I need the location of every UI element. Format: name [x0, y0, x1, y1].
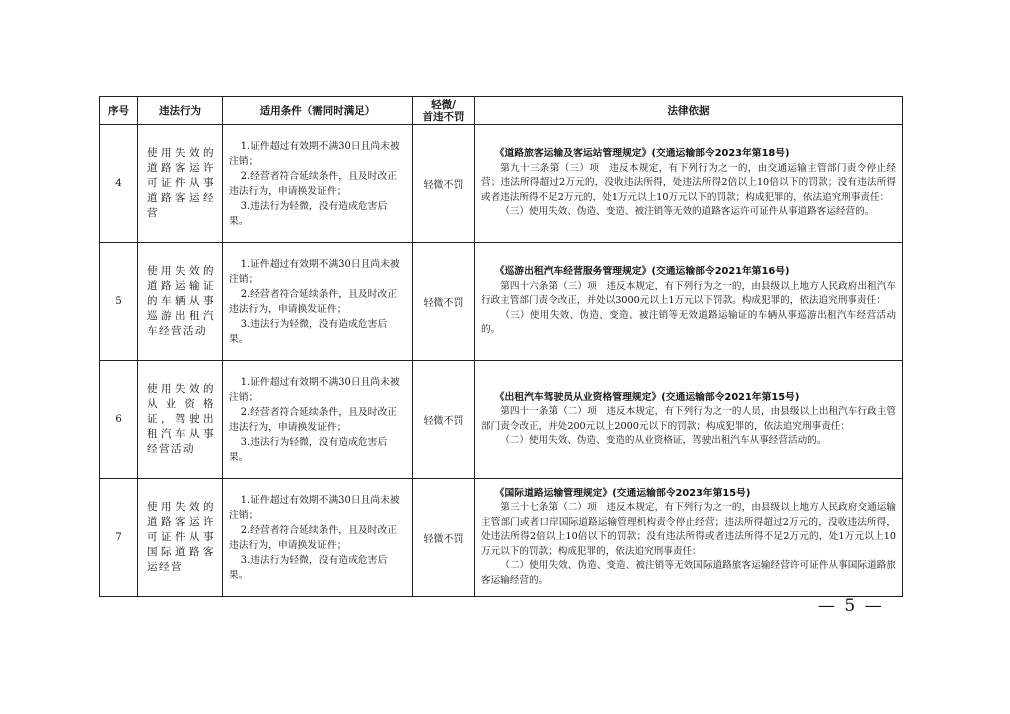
condition-item: 2.经营者符合延续条件，且及时改正违法行为，申请换发证件； — [229, 406, 398, 433]
regulation-item: （二）使用失效、伪造、变造、被注销等无效国际道路旅客运输经营许可证件从事国际道路旅客运输经营的。 — [481, 560, 896, 586]
regulation-clause: 第九十三条第（三）项 违反本规定，有下列行为之一的，由交通运输主管部门责令停止经营；违法所得超过2万元的，没收违法所得，处违法所得2倍以上10倍以下的罚款；没有违法所得或者违法所得不足2万元的，处1万元以上10万元以下的罚款；构成犯罪的，依法追究刑事责任： — [481, 162, 896, 203]
regulation-clause: 第四十六条第（三）项 违反本规定，有下列行为之一的，由县级以上地方人民政府出租汽车行政主管部门责令改正，并处以3000元以上1万元以下罚款。构成犯罪的，依法追究刑事责任： — [481, 280, 896, 307]
legal-basis-cell — [475, 479, 903, 597]
regulation-title: 《巡游出租汽车经营服务管理规定》(交通运输部令2021年第16号) — [494, 266, 790, 278]
table-header-row — [100, 97, 903, 125]
regulation-title: 《国际道路运输管理规定》(交通运输部令2023年第15号) — [494, 487, 751, 499]
conditions-cell — [223, 479, 413, 597]
condition-item: 2.经营者符合延续条件，且及时改正违法行为，申请换发证件； — [229, 524, 398, 551]
violation-text: 使用失效的道路运输证的车辆从事巡游出租汽车经营活动 — [138, 243, 223, 361]
regulation-item: （三）使用失效、伪造、变造、被注销等无效道路运输证的车辆从事巡游出租汽车经营活动的。 — [481, 309, 896, 336]
table-row — [100, 361, 903, 479]
regulation-title: 《道路旅客运输及客运站管理规定》(交通运输部令2023年第18号) — [494, 148, 790, 160]
header-legal-basis: 法律依据 — [475, 97, 903, 125]
table-row — [100, 243, 903, 361]
row-number: 5 — [100, 243, 138, 361]
penalty-text: 轻微不罚 — [413, 479, 475, 597]
penalty-text: 轻微不罚 — [413, 243, 475, 361]
header-penalty-line2: 首违不罚 — [422, 110, 465, 123]
regulation-table — [99, 96, 903, 597]
condition-item: 1.证件超过有效期不满30日且尚未被注销； — [229, 376, 400, 403]
condition-item: 3.违法行为轻微，没有造成危害后果。 — [229, 554, 388, 581]
condition-item: 3.违法行为轻微，没有造成危害后果。 — [229, 200, 388, 227]
row-number: 6 — [100, 361, 138, 479]
header-penalty-line1: 轻微/ — [431, 98, 456, 111]
row-number: 4 — [100, 125, 138, 243]
condition-item: 1.证件超过有效期不满30日且尚未被注销； — [229, 494, 400, 521]
violation-text: 使用失效的道路客运许可证件从事道路客运经营 — [138, 125, 223, 243]
penalty-text: 轻微不罚 — [413, 125, 475, 243]
regulation-title: 《出租汽车驾驶员从业资格管理规定》(交通运输部令2021年第15号) — [494, 391, 800, 403]
conditions-cell — [223, 125, 413, 243]
regulation-item: （二）使用失效、伪造、变造的从业资格证，驾驶出租汽车从事经营活动的。 — [500, 435, 827, 446]
regulation-clause: 第四十一条第（二）项 违反本规定，有下列行为之一的人员，由县级以上出租汽车行政主管部门责令改正，并处200元以上2000元以下的罚款；构成犯罪的，依法追究刑事责任： — [481, 406, 896, 432]
legal-basis-cell — [475, 125, 903, 243]
legal-basis-cell — [475, 243, 903, 361]
row-number: 7 — [100, 479, 138, 597]
condition-item: 2.经营者符合延续条件，且及时改正违法行为，申请换发证件； — [229, 170, 398, 197]
table-row — [100, 479, 903, 597]
regulation-item: （三）使用失效、伪造、变造、被注销等无效的道路客运许可证件从事道路客运经营的。 — [500, 206, 875, 218]
condition-item: 2.经营者符合延续条件，且及时改正违法行为，申请换发证件； — [229, 288, 398, 315]
condition-item: 1.证件超过有效期不满30日且尚未被注销； — [229, 140, 400, 167]
violation-text: 使用失效的从业资格证，驾驶出租汽车从事经营活动 — [138, 361, 223, 479]
header-penalty — [413, 97, 475, 125]
page-number: — 5 — — [818, 596, 884, 616]
condition-item: 3.违法行为轻微，没有造成危害后果。 — [229, 436, 388, 463]
legal-basis-cell — [475, 361, 903, 479]
condition-item: 3.违法行为轻微，没有造成危害后果。 — [229, 318, 388, 345]
conditions-cell — [223, 243, 413, 361]
regulation-clause: 第三十七条第（二）项 违反本规定，有下列行为之一的，由县级以上地方人民政府交通运输主管部门或者口岸国际道路运输管理机构责令停止经营；违法所得超过2万元的，没收违法所得，处违法所得2倍以上10倍以下的罚款；没有违法所得或者违法所得不足2万元的，处1万元以上10万元以下的罚款；构成犯罪的，依法追究刑事责任： — [481, 502, 896, 557]
header-conditions: 适用条件（需同时满足） — [223, 97, 413, 125]
header-no: 序号 — [100, 97, 138, 125]
table-row — [100, 125, 903, 243]
conditions-cell — [223, 361, 413, 479]
condition-item: 1.证件超过有效期不满30日且尚未被注销； — [229, 258, 400, 285]
violation-text: 使用失效的道路客运许可证件从事国际道路客运经营 — [138, 479, 223, 597]
penalty-text: 轻微不罚 — [413, 361, 475, 479]
header-violation: 违法行为 — [138, 97, 223, 125]
